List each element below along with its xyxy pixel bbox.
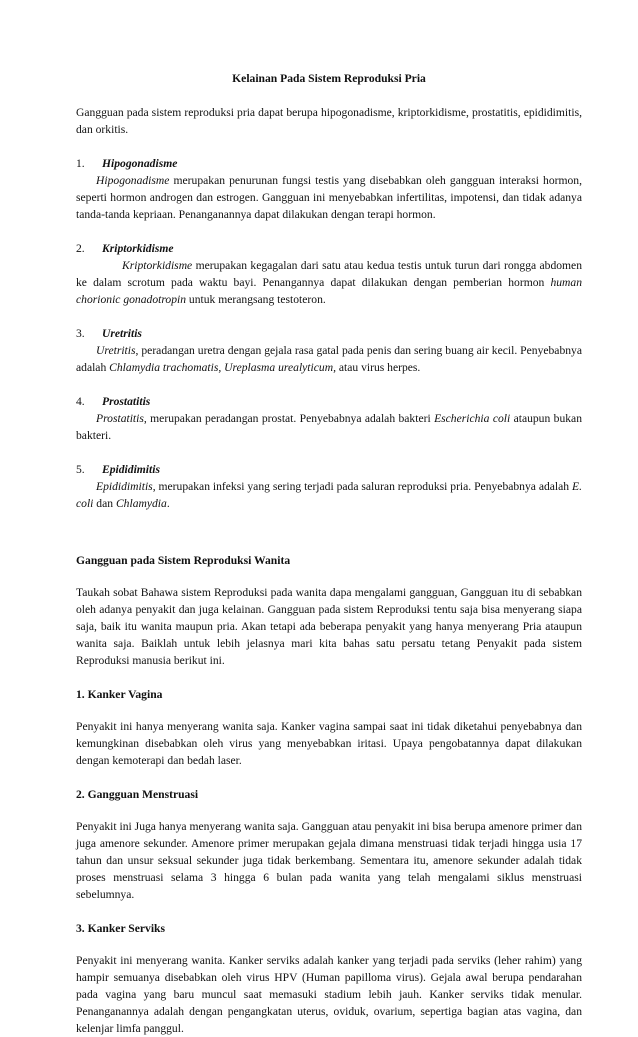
item-title: Kriptorkidisme [102, 242, 174, 255]
wanita-item-2-heading: 2. Gangguan Menstruasi [76, 788, 199, 801]
wanita-item-1-text: Penyakit ini hanya menyerang wanita saja. Kanker vagina sampai saat ini tidak diketahui penyebabnya dan kemungkinan disebabkan oleh virus yang menyebabkan iritasi. Upaya pengobatannya dapat dilakukan dengan kemoterapi dan bedah laser. [76, 720, 582, 767]
item-number: 1. [76, 157, 85, 170]
term: Epididimitis [96, 480, 153, 493]
wanita-item-2-text: Penyakit ini Juga hanya menyerang wanita saja. Gangguan atau penyakit ini bisa berupa amenore primer dan juga amenore sekunder. Amenore primer merupakan gejala dimana menstruasi tidak terjadi hingga usia 17 tahun dan unsur seksual sekunder juga tidak berkembang. Sementara itu, amenore sekunder adalah tidak proses menstruasi selama 3 hingga 6 bulan pada wanita yang telah mengalami siklus menstruasi sebelumnya. [76, 820, 582, 901]
wanita-intro-paragraph: Taukah sobat Bahawa sistem Reproduksi pada wanita dapa mengalami gangguan, Gangguan itu di sebabkan oleh adanya penyakit dan juga kelainan. Gangguan pada sistem Reproduksi tentu saja bisa menyerang siapa saja, baik itu wanita maupun pria. Akan tetapi ada beberapa penyakit yang hanya menyerang Pria ataupun wanita saja. Baiklah untuk lebih jelasnya mari kita bahas satu persatu tetang Penyakit pada sistem Reproduksi manusia berikut ini. [76, 586, 582, 667]
pria-item-2-heading [76, 240, 582, 257]
term: Hipogonadisme [96, 174, 170, 187]
term: Kriptorkidisme [122, 259, 193, 272]
intro-paragraph: Gangguan pada sistem reproduksi pria dapat berupa hipogonadisme, kriptorkidisme, prostatitis, epididimitis, dan orkitis. [76, 106, 582, 136]
wanita-item-1-heading: 1. Kanker Vagina [76, 688, 163, 701]
item-number: 3. [76, 327, 85, 340]
pria-item-1-heading [76, 155, 582, 172]
item-title: Prostatitis [102, 395, 151, 408]
pria-item-4-text: Prostatitis, merupakan peradangan prostat. Penyebabnya adalah bakteri Escherichia coli ataupun bukan bakteri. [76, 412, 582, 442]
pria-item-2-text: Kriptorkidisme merupakan kegagalan dari satu atau kedua testis untuk turun dari rongga abdomen ke dalam scrotum pada waktu bayi. Penangannya dapat dilakukan dengan pemberian hormon human chorionic gonadotropin untuk merangsang testoteron. [76, 259, 582, 306]
pria-item-3-heading [76, 325, 582, 342]
wanita-section-heading: Gangguan pada Sistem Reproduksi Wanita [76, 554, 291, 567]
item-number: 4. [76, 395, 85, 408]
wanita-item-3-heading: 3. Kanker Serviks [76, 922, 166, 935]
pria-item-4-heading [76, 393, 582, 410]
item-number: 5. [76, 463, 85, 476]
pria-item-5-heading [76, 461, 582, 478]
item-number: 2. [76, 242, 85, 255]
item-title: Hipogonadisme [102, 157, 178, 170]
section-spacer [76, 512, 582, 552]
document-title: Kelainan Pada Sistem Reproduksi Pria [232, 72, 426, 85]
item-title: Uretritis [102, 327, 142, 340]
term: Uretritis [96, 344, 136, 357]
pria-item-3-text: Uretritis, peradangan uretra dengan gejala rasa gatal pada penis dan sering buang air kecil. Penyebabnya adalah Chlamydia trachomatis, Ureplasma urealyticum, atau virus herpes. [76, 344, 582, 374]
term: Prostatitis [96, 412, 144, 425]
wanita-item-3-text: Penyakit ini menyerang wanita. Kanker serviks adalah kanker yang terjadi pada serviks (leher rahim) yang hampir semuanya disebabkan oleh virus HPV (Human papilloma virus). Gejala awal berupa pendarahan pada vagina yang baru muncul saat memasuki stadium lebih jauh. Kanker serviks tidak menular. Penanganannya adalah dengan pengangkatan uterus, oviduk, ovarium, sepertiga bagian atas vagina, dan kelenjar limfa panggul. [76, 954, 582, 1035]
item-title: Epididimitis [102, 463, 160, 476]
pria-item-5-text: Epididimitis, merupakan infeksi yang sering terjadi pada saluran reproduksi pria. Penyebabnya adalah E. coli dan Chlamydia. [76, 480, 582, 510]
pria-item-1-text: Hipogonadisme merupakan penurunan fungsi testis yang disebabkan oleh gangguan interaksi hormon, seperti hormon androgen dan estrogen. Gangguan ini menyebabkan infertilitas, impotensi, dan tidak adanya tanda-tanda kepriaan. Penanganannya dapat dilakukan dengan terapi hormon. [76, 174, 582, 221]
